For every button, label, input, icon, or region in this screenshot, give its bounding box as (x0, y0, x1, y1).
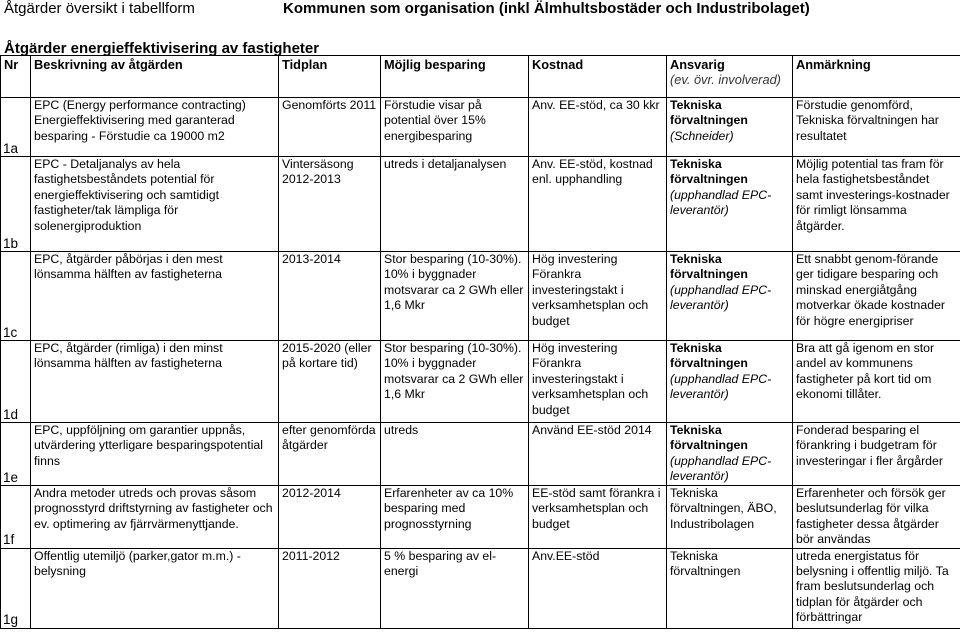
table-row-1c (1, 252, 960, 341)
ansvarig-name: Tekniska förvaltningen (670, 423, 748, 453)
row-anmarkning: Förstudie genomförd, Tekniska förvaltningen har resultatet (793, 98, 960, 157)
row-besparing: utreds i detaljanalysen (381, 157, 529, 252)
measures-table (0, 55, 960, 629)
ansvarig-name: Tekniska förvaltningen (670, 98, 748, 128)
col-header-tidplan: Tidplan (279, 56, 381, 98)
row-beskrivning: Offentlig utemiljö (parker,gator m.m.) - belysning (31, 548, 279, 628)
row-kostnad: EE-stöd samt förankra i verksamhetsplan och budget (529, 486, 667, 549)
table-row-1a (1, 98, 960, 157)
ansvarig-name: Tekniska förvaltningen (670, 341, 748, 371)
organisation-title: Kommunen som organisation (inkl Älmhultsbostäder och Industribolaget) (283, 0, 810, 17)
ansvarig-sub: (Schneider) (670, 128, 734, 143)
row-beskrivning: EPC, åtgärder (rimliga) i den minst lönsamma hälften av fastigheterna (31, 341, 279, 423)
row-nr: 1c (1, 252, 31, 341)
row-tidplan: 2011-2012 (279, 548, 381, 628)
row-beskrivning: EPC, åtgärder påbörjas i den mest lönsamma hälften av fastigheterna (31, 252, 279, 341)
ansvarig-sub: (upphandlad EPC-leverantör) (670, 453, 772, 484)
row-beskrivning: Andra metoder utreds och provas såsom prognosstyrd driftstyrning av fastigheter och ev. optimering av fjärrvärmenyttjande. (31, 486, 279, 549)
col-header-ansvarig (667, 56, 793, 98)
table-row-1d (1, 341, 960, 423)
ansvarig-sub: (upphandlad EPC-leverantör) (670, 371, 772, 402)
row-kostnad: Anv. EE-stöd, kostnad enl. upphandling (529, 157, 667, 252)
table-header-row (1, 56, 960, 98)
row-beskrivning: EPC (Energy performance contracting) Energieffektivisering med garanterad besparing - Förstudie ca 19000 m2 (31, 98, 279, 157)
col-header-beskrivning: Beskrivning av åtgärden (31, 56, 279, 98)
row-ansvarig (667, 252, 793, 341)
row-besparing: Stor besparing (10-30%). 10% i byggnader motsvarar ca 2 GWh eller 1,6 Mkr (381, 252, 529, 341)
row-beskrivning: EPC - Detaljanalys av hela fastighetsbeståndets potential för energieffektivisering och samtidigt fastigheter/tak lämpliga för solenergiproduktion (31, 157, 279, 252)
table-row-1e (1, 423, 960, 486)
row-besparing: 5 % besparing av el-energi (381, 548, 529, 628)
col-header-nr: Nr (1, 56, 31, 98)
row-tidplan: 2013-2014 (279, 252, 381, 341)
row-ansvarig (667, 98, 793, 157)
row-besparing: utreds (381, 423, 529, 486)
row-ansvarig: Tekniska förvaltningen (667, 548, 793, 628)
row-kostnad: Använd EE-stöd 2014 (529, 423, 667, 486)
row-ansvarig (667, 157, 793, 252)
page-title: Åtgärder översikt i tabellform (4, 0, 195, 17)
row-ansvarig: Tekniska förvaltningen, ÄBO, Industribolagen (667, 486, 793, 549)
col-header-anmarkning: Anmärkning (793, 56, 960, 98)
section-title: Åtgärder energieffektivisering av fastigheter (4, 40, 320, 57)
row-ansvarig (667, 341, 793, 423)
table-row-1f (1, 486, 960, 549)
row-tidplan: efter genomförda åtgärder (279, 423, 381, 486)
table-row-1b (1, 157, 960, 252)
row-besparing: Stor besparing (10-30%). 10% i byggnader motsvarar ca 2 GWh eller 1,6 Mkr (381, 341, 529, 423)
row-tidplan: 2015-2020 (eller på kortare tid) (279, 341, 381, 423)
row-nr: 1e (1, 423, 31, 486)
ansvarig-sub: (upphandlad EPC-leverantör) (670, 282, 772, 313)
row-anmarkning: Bra att gå igenom en stor andel av kommunens fastigheter på kort tid om ekonomi tillåter. (793, 341, 960, 423)
row-ansvarig (667, 423, 793, 486)
ansvarig-header-label: Ansvarig (670, 57, 725, 72)
row-tidplan: Vintersäsong 2012-2013 (279, 157, 381, 252)
row-anmarkning: utreda energistatus för belysning i offentlig miljö. Ta fram beslutsunderlag och tidplan för åtgärder och förbättringar (793, 548, 960, 628)
col-header-kostnad: Kostnad (529, 56, 667, 98)
row-beskrivning: EPC, uppföljning om garantier uppnås, utvärdering ytterligare besparingspotential finns (31, 423, 279, 486)
ansvarig-name: Tekniska förvaltningen (670, 252, 748, 282)
row-tidplan: 2012-2014 (279, 486, 381, 549)
row-kostnad: Anv.EE-stöd (529, 548, 667, 628)
row-anmarkning: Fonderad besparing el förankring i budgetram för investeringar i fler årgårder (793, 423, 960, 486)
row-kostnad: Anv. EE-stöd, ca 30 kkr (529, 98, 667, 157)
table-row-1g (1, 548, 960, 628)
row-tidplan: Genomförts 2011 (279, 98, 381, 157)
row-nr: 1d (1, 341, 31, 423)
row-kostnad: Hög investering Förankra investeringstakt i verksamhetsplan och budget (529, 341, 667, 423)
ansvarig-sub: (upphandlad EPC-leverantör) (670, 187, 772, 218)
col-header-besparing: Möjlig besparing (381, 56, 529, 98)
row-nr: 1f (1, 486, 31, 549)
row-nr: 1b (1, 157, 31, 252)
row-anmarkning: Ett snabbt genom-förande ger tidigare besparing och minskad energiåtgång motverkar ökade kostnader för högre energipriser (793, 252, 960, 341)
row-besparing: Förstudie visar på potential över 15% energibesparing (381, 98, 529, 157)
ansvarig-header-sub: (ev. övr. involverad) (670, 72, 781, 87)
row-anmarkning: Erfarenheter och försök ger beslutsunderlag för vilka fastigheter dessa åtgärder bör användas (793, 486, 960, 549)
row-nr: 1g (1, 548, 31, 628)
row-anmarkning: Möjlig potential tas fram för hela fastighetsbeståndet samt investerings-kostnader för rimligt lönsamma åtgärder. (793, 157, 960, 252)
row-besparing: Erfarenheter av ca 10% besparing med prognosstyrning (381, 486, 529, 549)
ansvarig-name: Tekniska förvaltningen (670, 157, 748, 187)
row-kostnad: Hög investering Förankra investeringstakt i verksamhetsplan och budget (529, 252, 667, 341)
row-nr: 1a (1, 98, 31, 157)
